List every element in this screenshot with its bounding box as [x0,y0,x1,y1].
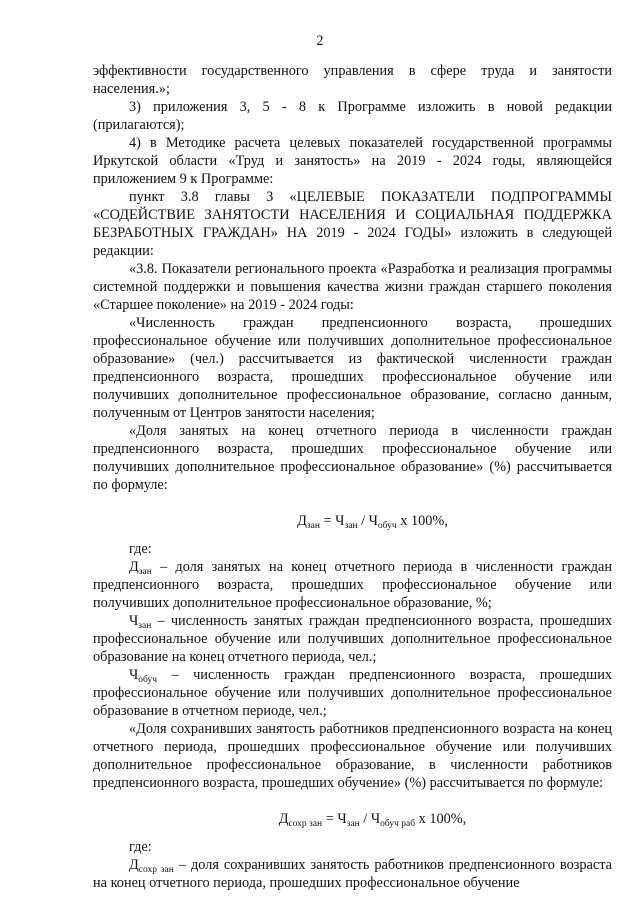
formula-1: $Д_{зан} = Ч_{зан} / Ч_{обуч}$ х 100%, [297,513,448,531]
paragraph: эффективности государственного управления в сфере труда и занятости населения.»; [93,63,612,97]
paragraph: «Доля занятых на конец отчетного периода в численности граждан предпенсионного возраста, прошедших профессиональное обучение или получивших дополнительное профессиональное образование» (%) рассчитывается по формуле: [93,423,612,493]
paragraph: «Численность граждан предпенсионного возраста, прошедших профессиональное обучение или получивших дополнительное профессиональное образование» (чел.) рассчитывается из фактической численности граждан предпенсионного возраста, прошедших профессиональное обучение или получивших дополнительное профессиональное образование, согласно данным, полученным от Центров занятости населения; [93,315,612,421]
definition: $Д_{зан}$ – доля занятых на конец отчетного периода в численности граждан предпенсионного возраста, прошедших профессиональное обучение или получивших дополнительное профессиональное образование, %; [93,559,612,611]
where-label: где: [129,839,152,855]
definition: $Д_{сохр зан}$ – доля сохранивших занятость работников предпенсионного возраста на конец отчетного периода, прошедших профессиональное обучение [93,857,612,891]
page-number: 2 [316,33,324,49]
where-label: где: [129,541,152,557]
formula-2: $Д_{сохр зан} = Ч_{зан} / Ч_{обуч раб}$ х 100%, [278,811,467,829]
paragraph: 3) приложения 3, 5 - 8 к Программе изложить в новой редакции (прилагаются); [93,99,612,133]
definition: $Ч_{зан}$ – численность занятых граждан предпенсионного возраста, прошедших профессиональное обучение или получивших дополнительное профессиональное образование на конец отчетного периода, чел.; [93,613,612,665]
paragraph: пункт 3.8 главы 3 «ЦЕЛЕВЫЕ ПОКАЗАТЕЛИ ПОДПРОГРАММЫ «СОДЕЙСТВИЕ ЗАНЯТОСТИ НАСЕЛЕНИЯ И СОЦИАЛЬНАЯ ПОДДЕРЖКА БЕЗРАБОТНЫХ ГРАЖДАН» НА 2019 - 2024 ГОДЫ» изложить в следующей редакции: [93,189,612,259]
paragraph: 4) в Методике расчета целевых показателей государственной программы Иркутской области «Труд и занятость» на 2019 - 2024 годы, являющейся приложением 9 к Программе: [93,135,612,187]
paragraph: «3.8. Показатели регионального проекта «Разработка и реализация программы системной поддержки и повышения качества жизни граждан старшего поколения «Старшее поколение» на 2019 - 2024 годы: [93,261,612,313]
definition: $Ч_{обуч}$ – численность граждан предпенсионного возраста, прошедших профессиональное обучение или получивших дополнительное профессиональное образование в отчетном периоде, чел.; [93,667,612,719]
document-body [93,62,612,892]
paragraph: «Доля сохранивших занятость работников предпенсионного возраста на конец отчетного периода, прошедших профессиональное обучение или получивших дополнительное профессиональное образование, в численности работников предпенсионного возраста, прошедших обучение» (%) рассчитывается по формуле: [93,721,612,791]
